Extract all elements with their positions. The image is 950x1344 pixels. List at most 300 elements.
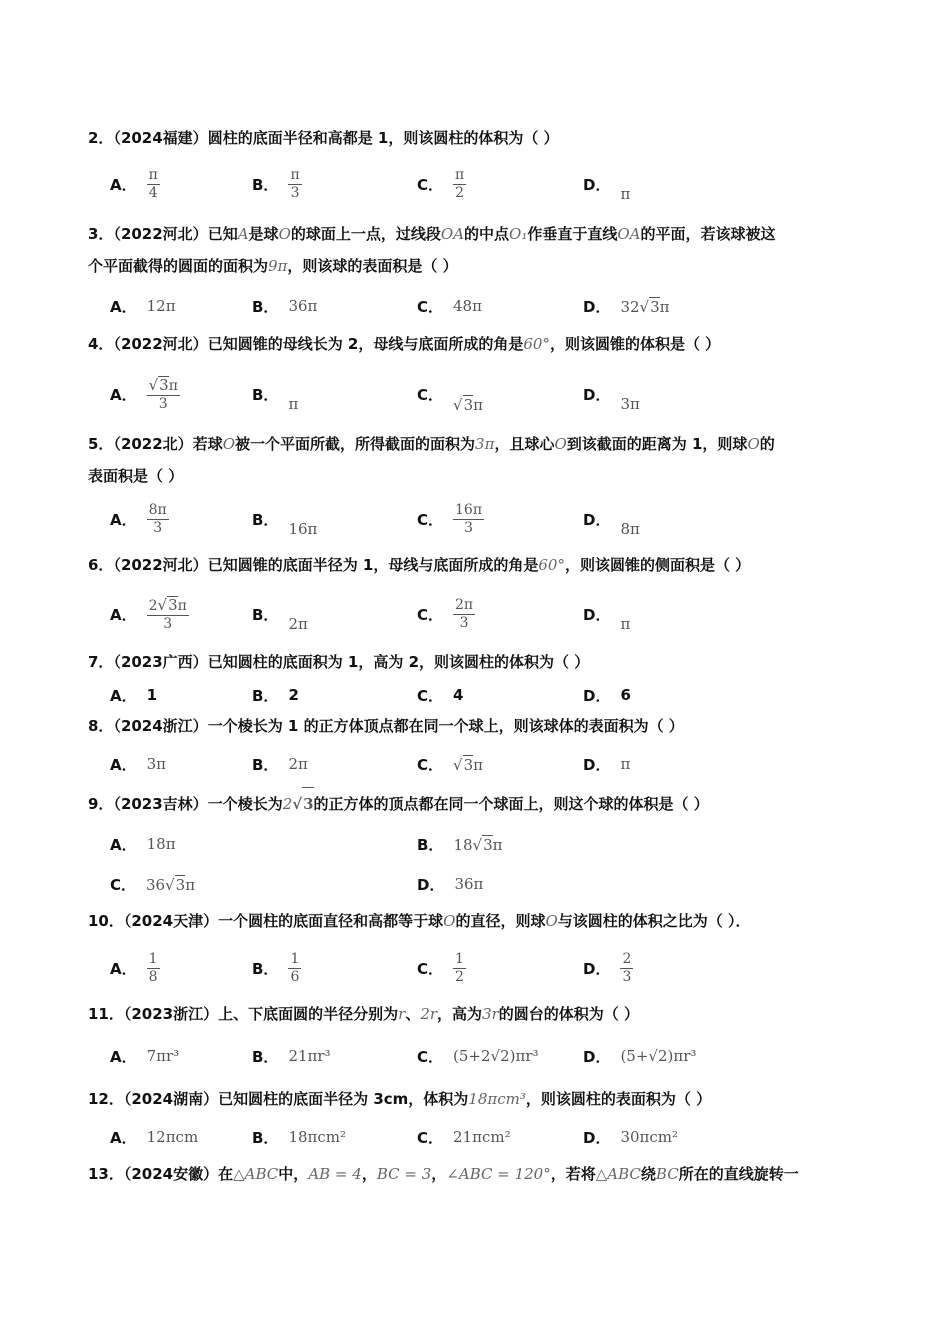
question-text: ， — [361, 1165, 377, 1183]
option-label: B． — [252, 1128, 279, 1147]
question-number: 4． — [88, 335, 114, 353]
option-value — [453, 835, 502, 854]
math-symbol: ∠ABC = 120° — [446, 1165, 551, 1183]
option-value — [453, 1047, 539, 1065]
option-label: D． — [583, 385, 611, 404]
option-label: C． — [417, 1128, 444, 1147]
question-number: 7． — [88, 653, 114, 671]
option-value — [288, 615, 307, 633]
fraction-numerator — [147, 596, 189, 616]
question-source: （2023吉林） — [113, 795, 208, 813]
fraction-denominator: 2 — [455, 184, 465, 201]
option-label: D． — [583, 686, 611, 705]
math-symbol: △ABC — [233, 1165, 279, 1183]
fraction — [147, 951, 160, 986]
numerator-value: 16π — [455, 501, 483, 518]
value-text: 36 — [146, 875, 166, 894]
option-value — [288, 1128, 346, 1146]
option-label: A． — [110, 510, 137, 529]
options-row — [0, 372, 950, 416]
option-b[interactable] — [252, 372, 298, 416]
option-d[interactable] — [583, 497, 640, 541]
option-label: A． — [110, 175, 137, 194]
question-8 — [88, 710, 868, 742]
question-text: ，且球心 — [494, 435, 555, 453]
numerator-value: 1 — [290, 950, 300, 967]
question-text: ， — [431, 1165, 447, 1183]
question-number: 12． — [88, 1090, 124, 1108]
value-text: π — [185, 875, 196, 894]
options-row — [0, 742, 950, 786]
value-text: 36π — [454, 875, 484, 893]
question-text: 一个圆柱的底面直径和高都等于球 — [218, 912, 444, 930]
question-text: 是球 — [248, 225, 279, 243]
question-text: ，则该球的表面积是（ ） — [287, 257, 458, 275]
math-symbol: OA — [617, 225, 641, 243]
option-c[interactable] — [417, 946, 466, 990]
option-label: A． — [110, 385, 137, 404]
option-d[interactable] — [583, 742, 630, 786]
fraction-denominator: 2 — [455, 968, 464, 985]
value-text: 12π — [146, 297, 176, 315]
question-12 — [88, 1083, 868, 1115]
question-source: （2022北） — [113, 435, 193, 453]
option-value — [288, 755, 307, 773]
value-text: 7πr³ — [146, 1047, 180, 1065]
option-value: 6 — [620, 686, 631, 704]
sqrt-sign: √ — [148, 375, 159, 394]
question-text: 若球 — [192, 435, 223, 453]
math-symbol: 2 — [282, 795, 293, 813]
option-d[interactable] — [417, 862, 483, 906]
sqrt-radicand: 3 — [302, 787, 313, 820]
value-text: π — [659, 297, 670, 316]
option-label: C． — [417, 510, 444, 529]
question-text: 、 — [405, 1005, 421, 1023]
numerator-value: 2π — [455, 596, 474, 613]
question-text: 圆柱的底面半径和高都是 1，则该圆柱的体积为（ ） — [207, 129, 559, 147]
question-text: 表面积是（ ） — [88, 467, 184, 485]
question-text: 的中点 — [464, 225, 510, 243]
option-a[interactable] — [110, 742, 166, 786]
value-text: 8π — [620, 520, 640, 538]
sqrt-expression — [473, 836, 493, 854]
sqrt-sign: √ — [639, 297, 650, 316]
option-label: B． — [417, 835, 444, 854]
option-d[interactable] — [583, 284, 670, 328]
option-a[interactable] — [110, 822, 176, 866]
fraction-numerator — [453, 951, 466, 969]
option-d[interactable] — [583, 372, 640, 416]
option-c[interactable] — [110, 862, 195, 906]
fraction-denominator: 4 — [148, 184, 158, 201]
question-4 — [88, 328, 868, 360]
option-value — [454, 875, 483, 893]
option-a[interactable] — [110, 1115, 198, 1159]
question-number: 3． — [88, 225, 114, 243]
numerator-value: π — [148, 166, 158, 183]
math-symbol: 18πcm³ — [468, 1090, 526, 1108]
option-label: B． — [252, 755, 279, 774]
option-label: B． — [252, 1047, 279, 1066]
question-6 — [88, 549, 868, 581]
option-label: C． — [417, 959, 444, 978]
option-a[interactable] — [110, 162, 160, 206]
sqrt-radicand: 3 — [175, 875, 186, 894]
value-text: π — [620, 755, 631, 773]
option-value — [620, 755, 630, 773]
fraction-denominator: 6 — [290, 968, 300, 985]
math-symbol: AB = 4 — [308, 1165, 362, 1183]
option-c[interactable] — [417, 497, 484, 541]
question-text: 与该圆柱的体积之比为（ ）． — [557, 912, 751, 930]
question-source: （2022河北） — [113, 225, 208, 243]
question-text: 作垂直于直线 — [527, 225, 618, 243]
option-value: 2 — [288, 686, 299, 704]
fraction-numerator — [147, 376, 180, 396]
fraction — [453, 167, 466, 202]
option-b[interactable] — [252, 1034, 331, 1078]
option-c[interactable] — [417, 1034, 539, 1078]
option-value — [146, 875, 195, 894]
option-c[interactable] — [417, 284, 482, 328]
fraction-denominator: 3 — [158, 395, 168, 412]
question-source: （2024福建） — [113, 129, 208, 147]
option-b[interactable] — [252, 742, 308, 786]
option-label: D． — [583, 297, 611, 316]
question-number: 6． — [88, 556, 114, 574]
question-number: 13． — [88, 1165, 124, 1183]
option-c[interactable] — [417, 372, 483, 416]
fraction-numerator — [453, 597, 475, 615]
option-value — [453, 1128, 511, 1146]
option-b[interactable] — [252, 1115, 346, 1159]
option-d[interactable] — [583, 1034, 696, 1078]
fraction-numerator — [453, 502, 484, 520]
fraction-denominator: 3 — [464, 519, 473, 536]
option-a[interactable] — [110, 372, 180, 416]
option-label: C． — [417, 385, 444, 404]
option-label: A． — [110, 1128, 137, 1147]
fraction — [288, 951, 301, 986]
math-symbol: BC — [655, 1165, 679, 1183]
options-row — [0, 284, 950, 328]
value-text: 21πr³ — [288, 1047, 331, 1065]
sqrt-radicand: 3 — [463, 395, 474, 414]
option-value — [453, 395, 483, 414]
fraction-denominator: 3 — [622, 968, 632, 985]
fraction-numerator — [288, 951, 301, 969]
fraction-numerator — [288, 167, 301, 185]
option-value — [288, 297, 317, 315]
options-row — [0, 162, 950, 206]
question-text: 所在的直线旋转一 — [678, 1165, 799, 1183]
value-text: 30πcm² — [620, 1128, 679, 1146]
question-text: 到该截面的距离为 1，则球 — [566, 435, 748, 453]
option-a[interactable] — [110, 497, 169, 541]
question-text: 已知 — [207, 225, 238, 243]
question-text: 在 — [218, 1165, 234, 1183]
question-text: 个平面截得的圆面的面积为 — [88, 257, 269, 275]
numerator-value: 2 — [622, 950, 632, 967]
option-value — [620, 395, 639, 413]
option-label: D． — [583, 175, 611, 194]
question-text: 已知圆柱的底面积为 1，高为 2，则该圆柱的体积为（ ） — [207, 653, 590, 671]
option-value — [620, 185, 630, 203]
fraction-numerator — [453, 167, 466, 185]
option-label: C． — [417, 175, 444, 194]
numerator-value: π — [290, 166, 300, 183]
fraction — [453, 951, 466, 986]
sqrt-expression — [453, 396, 473, 414]
option-label: A． — [110, 1047, 137, 1066]
option-value — [620, 615, 630, 633]
fraction — [147, 502, 169, 537]
question-text: 的直径，则球 — [455, 912, 546, 930]
sqrt-sign: √ — [453, 395, 463, 414]
sqrt-radicand: 3 — [650, 297, 660, 316]
value-text: π — [492, 835, 503, 854]
option-value — [453, 755, 483, 774]
option-label: D． — [583, 510, 611, 529]
value-text: 12πcm — [146, 1128, 199, 1146]
fraction-denominator: 3 — [290, 184, 300, 201]
options-row — [0, 592, 950, 636]
option-c[interactable] — [417, 162, 466, 206]
option-label: B． — [252, 175, 279, 194]
numerator-value: 8π — [148, 501, 167, 518]
option-label: D． — [583, 605, 611, 624]
option-label: D． — [583, 755, 611, 774]
sqrt-radicand: 3 — [463, 755, 474, 774]
option-label: A． — [110, 686, 137, 705]
fraction-denominator: 3 — [459, 614, 469, 631]
option-b[interactable] — [417, 822, 503, 866]
question-text: 的圆台的体积为（ ） — [498, 1005, 640, 1023]
math-symbol: OA — [440, 225, 465, 243]
sqrt-expression — [453, 756, 473, 774]
fraction-denominator: 3 — [153, 519, 163, 536]
question-11 — [88, 998, 868, 1030]
option-value: 4 — [453, 686, 464, 704]
options-row — [0, 946, 950, 990]
question-source: （2024湖南） — [123, 1090, 219, 1108]
question-source: （2024浙江） — [113, 717, 208, 735]
fraction-denominator: 8 — [148, 968, 158, 985]
value-text: 21πcm² — [453, 1128, 511, 1146]
question-text: 的 — [759, 435, 775, 453]
sqrt-radicand: 3 — [483, 835, 493, 854]
question-text: ，则该圆柱的表面积为（ ） — [525, 1090, 712, 1108]
value-text: 18πcm² — [288, 1128, 347, 1146]
question-13 — [88, 1158, 868, 1190]
fraction — [147, 167, 160, 202]
option-d[interactable] — [583, 946, 633, 990]
sqrt-radicand: 3 — [168, 595, 178, 614]
question-number: 10． — [88, 912, 124, 930]
fraction — [288, 167, 301, 202]
math-symbol: O — [222, 435, 236, 453]
value-text: 3π — [620, 395, 640, 413]
question-text: 已知圆柱的底面半径为 3cm，体积为 — [218, 1090, 469, 1108]
question-source: （2022河北） — [113, 556, 208, 574]
option-label: A． — [110, 959, 137, 978]
math-symbol: 2r — [420, 1005, 438, 1023]
fraction-numerator — [147, 502, 169, 520]
numerator-value: π — [177, 597, 187, 614]
sqrt-expression — [640, 298, 660, 316]
option-value — [288, 395, 298, 413]
math-symbol: O — [554, 435, 567, 453]
numerator-value: 1 — [455, 950, 464, 967]
option-label: C． — [110, 875, 137, 894]
sqrt-expression — [165, 876, 185, 894]
question-source: （2024天津） — [123, 912, 219, 930]
option-label: A． — [110, 835, 137, 854]
question-text: 的平面，若该球被这 — [640, 225, 776, 243]
fraction-numerator — [147, 167, 160, 185]
option-label: C． — [417, 605, 444, 624]
option-label: D． — [583, 1128, 611, 1147]
option-label: A． — [110, 297, 137, 316]
fraction-numerator — [147, 951, 160, 969]
option-label: C． — [417, 1047, 444, 1066]
option-label: D． — [583, 959, 611, 978]
option-d[interactable] — [583, 162, 630, 206]
question-source: （2023浙江） — [123, 1005, 219, 1023]
math-symbol: 60° — [538, 556, 565, 574]
question-number: 9． — [88, 795, 114, 813]
option-a[interactable] — [110, 592, 189, 636]
math-symbol: 3π — [475, 435, 495, 453]
option-b[interactable] — [252, 284, 317, 328]
option-value — [620, 297, 669, 316]
question-text: 已知圆锥的底面半径为 1，母线与底面所成的角是 — [207, 556, 539, 574]
option-value — [288, 1047, 330, 1065]
option-label: D． — [417, 875, 445, 894]
value-text: 18π — [146, 835, 176, 853]
option-b[interactable] — [252, 946, 301, 990]
option-c[interactable] — [417, 1115, 511, 1159]
question-number: 11． — [88, 1005, 124, 1023]
question-text: ，若将 — [550, 1165, 596, 1183]
option-label: C． — [417, 755, 444, 774]
options-row — [0, 1115, 950, 1159]
option-value — [620, 1128, 678, 1146]
question-number: 2． — [88, 129, 114, 147]
fraction — [147, 376, 180, 413]
option-c[interactable] — [417, 592, 475, 636]
question-text: 中， — [278, 1165, 309, 1183]
option-a[interactable] — [110, 1034, 179, 1078]
option-label: B． — [252, 605, 279, 624]
option-label: A． — [110, 605, 137, 624]
fraction — [453, 597, 475, 632]
math-symbol: O — [747, 435, 760, 453]
sqrt-radicand: 3 — [159, 375, 169, 394]
value-text: π — [288, 395, 299, 413]
math-symbol: 3r — [482, 1005, 499, 1023]
value-text: π — [473, 395, 483, 414]
option-label: C． — [417, 297, 444, 316]
question-text: ，高为 — [437, 1005, 483, 1023]
math-symbol: A — [237, 225, 249, 243]
sqrt-sign: √ — [453, 755, 463, 774]
question-source: （2022河北） — [113, 335, 208, 353]
option-label: B． — [252, 686, 279, 705]
option-label: B． — [252, 297, 279, 316]
sqrt-sign: √ — [165, 875, 175, 894]
option-b[interactable] — [252, 162, 302, 206]
option-label: B． — [252, 959, 279, 978]
question-text: ，则该圆锥的体积是（ ） — [549, 335, 721, 353]
math-symbol: O — [545, 912, 558, 930]
option-d[interactable] — [583, 592, 630, 636]
option-a[interactable] — [110, 284, 176, 328]
value-text: 2π — [288, 755, 308, 773]
math-symbol: BC = 3 — [376, 1165, 432, 1183]
option-value: 1 — [146, 686, 158, 704]
question-text: 绕 — [640, 1165, 656, 1183]
option-value — [453, 297, 482, 315]
option-value — [147, 1128, 199, 1146]
question-text: 一个棱长为 — [207, 795, 283, 813]
fraction-numerator — [620, 951, 633, 969]
value-text: 16π — [288, 520, 318, 538]
option-value — [288, 520, 317, 538]
question-source: （2024安徽） — [123, 1165, 219, 1183]
question-number: 5． — [88, 435, 114, 453]
value-text: 2π — [288, 615, 308, 633]
question-9 — [88, 787, 868, 820]
sqrt-sign: √ — [292, 795, 303, 813]
options-row — [0, 497, 950, 541]
value-text: 32 — [620, 297, 640, 316]
question-5 — [88, 428, 868, 492]
math-symbol: O — [443, 912, 456, 930]
option-b[interactable] — [252, 497, 317, 541]
option-value — [147, 297, 176, 315]
question-source: （2023广西） — [113, 653, 208, 671]
option-value — [147, 1047, 180, 1065]
option-label: B． — [252, 385, 279, 404]
sqrt-expression — [292, 795, 313, 813]
fraction-denominator: 3 — [163, 615, 173, 632]
question-text: 的球面上一点，过线段 — [290, 225, 441, 243]
option-a[interactable] — [110, 946, 160, 990]
math-symbol: 60° — [523, 335, 550, 353]
value-text: 3π — [146, 755, 167, 773]
sqrt-sign: √ — [472, 835, 483, 854]
value-text: (5+2√2)πr³ — [453, 1047, 539, 1065]
option-value — [147, 755, 166, 773]
option-label: C． — [417, 686, 444, 705]
option-label: B． — [252, 510, 279, 529]
value-text: π — [620, 615, 631, 633]
option-d[interactable] — [583, 1115, 678, 1159]
option-b[interactable] — [252, 592, 308, 636]
question-number: 8． — [88, 717, 114, 735]
math-symbol: O₁ — [509, 225, 528, 243]
option-label: A． — [110, 755, 137, 774]
sqrt-expression — [158, 596, 178, 614]
question-text: ，则该圆锥的侧面积是（ ） — [564, 556, 751, 574]
option-c[interactable] — [417, 742, 483, 786]
option-value — [620, 520, 639, 538]
value-text: π — [620, 185, 631, 203]
question-text: 已知圆锥的母线长为 2，母线与底面所成的角是 — [207, 335, 524, 353]
value-text: 18 — [453, 835, 473, 854]
